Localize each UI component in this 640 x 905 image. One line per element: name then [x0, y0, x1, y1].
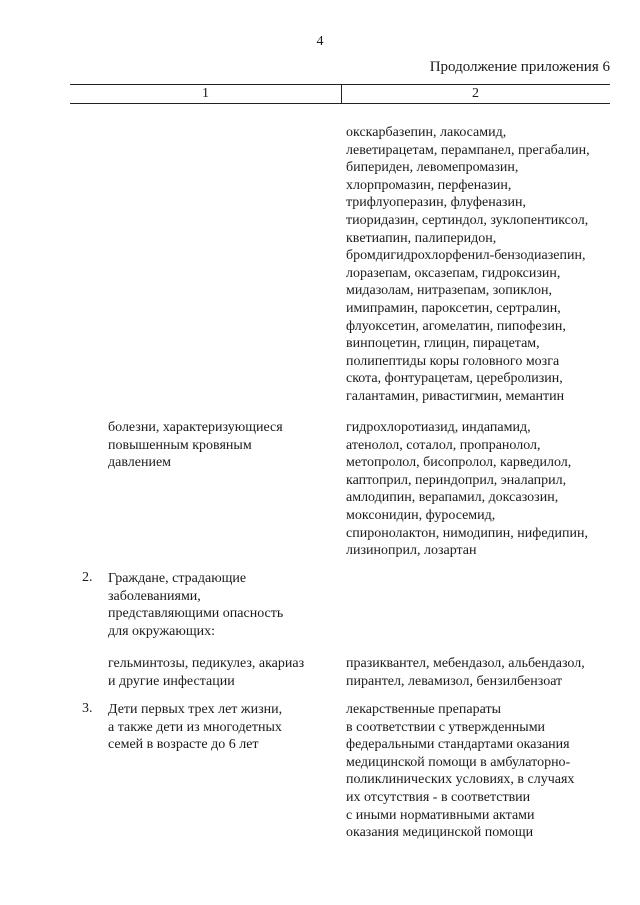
drug-line: мидазолам, нитразепам, зопиклон, — [346, 283, 553, 299]
page-number: 4 — [316, 34, 324, 49]
title-line: для окружающих: — [108, 623, 215, 639]
drug-line: празиквантел, мебендазол, альбендазол, — [346, 656, 585, 671]
item-3-title — [108, 701, 282, 754]
drug-line: бипериден, левомепромазин, — [346, 160, 519, 176]
drug-line: лизиноприл, лозартан — [346, 543, 477, 559]
title-line: а также дети из многодетных — [108, 719, 282, 735]
drug-line: оказания медицинской помощи — [346, 825, 534, 841]
drug-line: метопролол, бисопролол, карведилол, — [346, 455, 572, 471]
drug-line: их отсутствия - в соответствии — [346, 789, 531, 805]
column-header-2: 2 — [472, 86, 479, 101]
continuation-title: Продолжение приложения 6 — [429, 59, 610, 75]
condition-line: болезни, характеризующиеся — [108, 420, 283, 435]
first-drug-list — [346, 124, 590, 406]
column-header-1: 1 — [202, 86, 209, 101]
condition-line: и другие инфестации — [108, 673, 235, 689]
drug-line: леветирацетам, перампанел, прегабалин, — [346, 142, 590, 158]
drug-line: амлодипин, верапамил, доксазозин, — [346, 490, 559, 506]
drug-line: хлорпромазин, перфеназин, — [346, 177, 512, 193]
title-line: Граждане, страдающие — [108, 571, 247, 586]
drug-line: полипептиды коры головного мозга — [346, 353, 560, 369]
drug-line: спиронолактон, нимодипин, нифедипин, — [346, 525, 588, 541]
drug-line: лекарственные препараты — [346, 702, 501, 717]
drug-line: имипрамин, пароксетин, сертралин, — [346, 300, 561, 316]
item-2-number: 2. — [82, 570, 93, 585]
drug-line: медицинской помощи в амбулаторно- — [346, 754, 571, 770]
hypertension-condition — [108, 419, 283, 472]
drug-line: пирантел, левамизол, бензилбензоат — [346, 673, 563, 689]
drug-line: трифлуоперазин, флуфеназин, — [346, 195, 526, 211]
drug-line: флуоксетин, агомелатин, пипофезин, — [346, 318, 566, 334]
title-line: Дети первых трех лет жизни, — [108, 702, 283, 717]
drug-line: каптоприл, периндоприл, эналаприл, — [346, 472, 567, 488]
drug-line: в соответствии с утвержденными — [346, 719, 546, 735]
item-3-number: 3. — [82, 701, 93, 716]
drug-line: бромдигидрохлорфенил-бензодиазепин, — [346, 248, 586, 264]
drug-line: окскарбазепин, лакосамид, — [346, 125, 507, 140]
drug-line: федеральными стандартами оказания — [346, 737, 570, 753]
title-line: заболеваниями, — [108, 588, 201, 604]
drug-line: винпоцетин, глицин, пирацетам, — [346, 336, 540, 352]
drug-line: с иными нормативными актами — [346, 807, 535, 823]
condition-line: гельминтозы, педикулез, акариаз — [108, 656, 305, 671]
drug-line: атенолол, соталол, пропранолол, — [346, 437, 541, 453]
drug-line: гидрохлоротиазид, индапамид, — [346, 420, 531, 435]
item-3-drug-list — [346, 701, 574, 842]
drug-line: поликлинических условиях, в случаях — [346, 772, 575, 788]
drug-line: кветиапин, палиперидон, — [346, 230, 497, 246]
title-line: представляющими опасность — [108, 606, 284, 622]
drug-line: тиоридазин, сертиндол, зуклопентиксол, — [346, 212, 589, 228]
item-2-condition — [108, 655, 304, 690]
item-2-title — [108, 570, 283, 640]
item-2-drug-list — [346, 655, 585, 690]
drug-line: моксонидин, фуросемид, — [346, 507, 496, 523]
hypertension-drug-list — [346, 419, 588, 560]
title-line: семей в возрасте до 6 лет — [108, 737, 259, 753]
drug-line: галантамин, ривастигмин, мемантин — [346, 388, 565, 404]
condition-line: повышенным кровяным — [108, 437, 252, 453]
drug-line: скота, фонтурацетам, церебролизин, — [346, 371, 563, 387]
table-header-rule — [70, 103, 610, 104]
table-top-rule — [70, 84, 610, 85]
drug-line: лоразепам, оксазепам, гидроксизин, — [346, 265, 561, 281]
condition-line: давлением — [108, 455, 172, 471]
